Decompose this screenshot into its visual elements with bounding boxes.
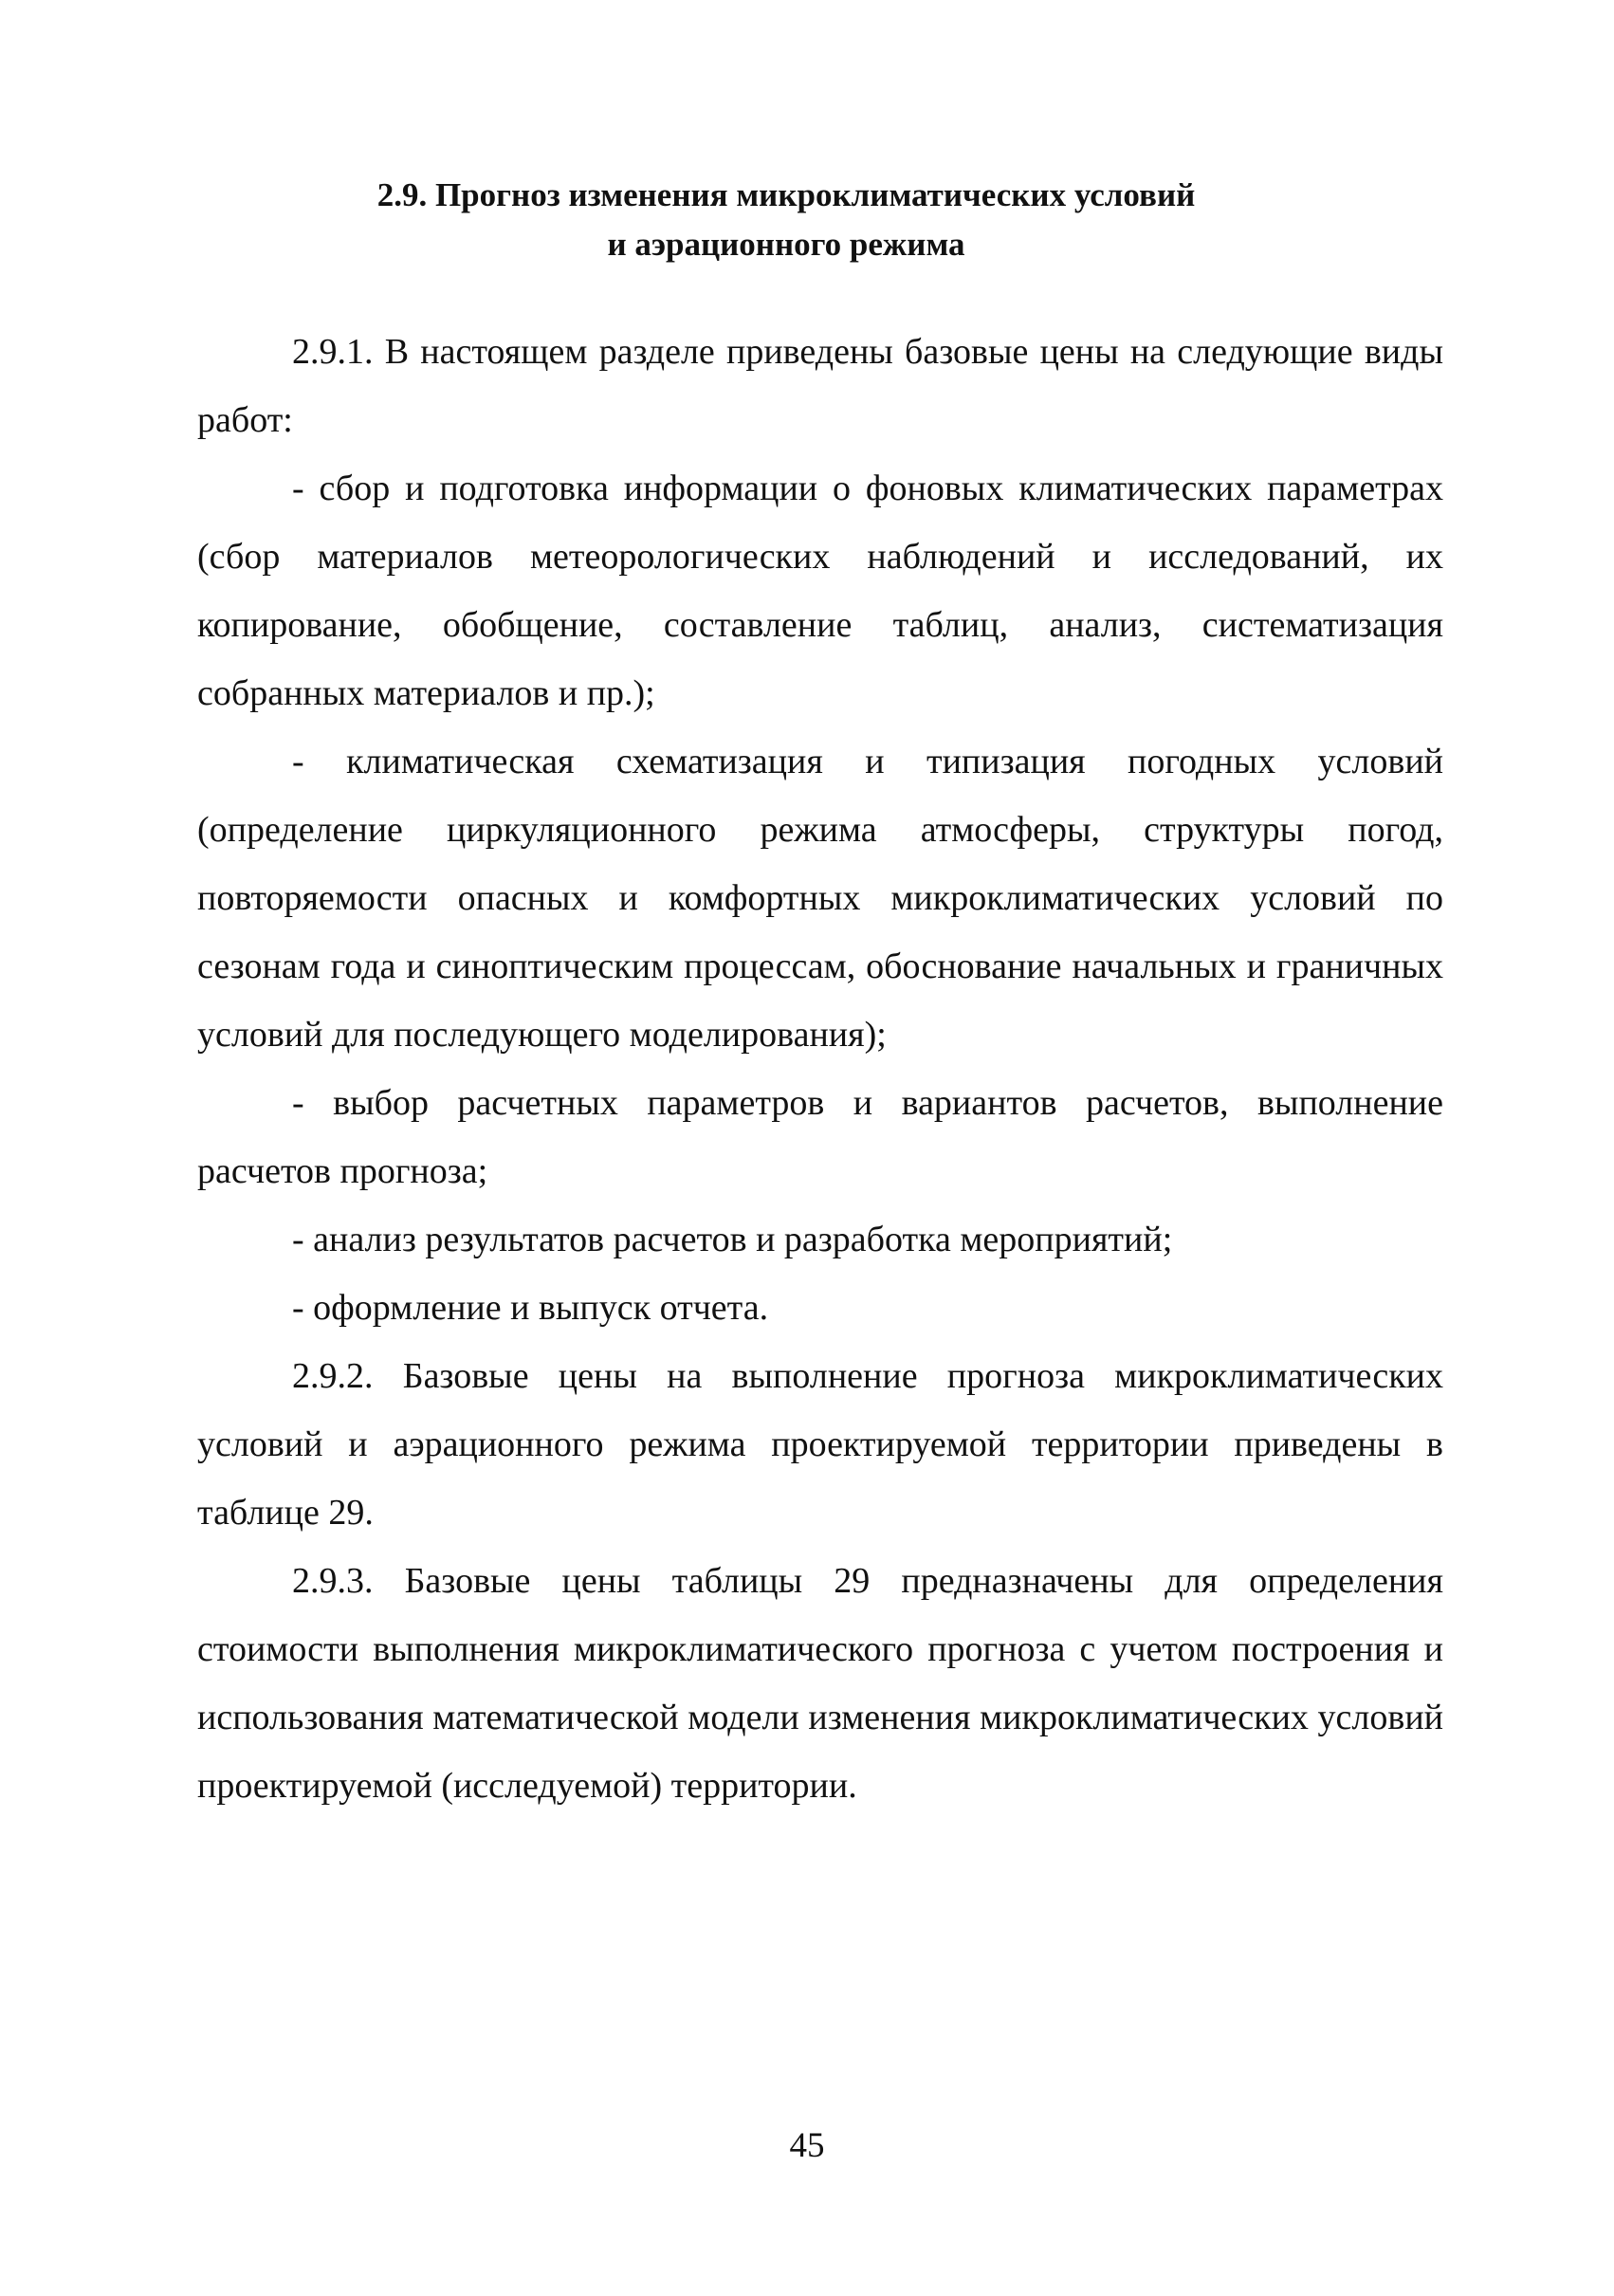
list-item-calculation-parameters: - выбор расчетных параметров и вариантов расчетов, выполнение расчетов прогноза; [197, 1083, 1443, 1191]
section-body [197, 318, 1443, 1820]
paragraph-2-9-3: 2.9.3. Базовые цены таблицы 29 предназначены для определения стоимости выполнения микроклиматического прогноза с учетом построения и использования математической модели изменения микроклиматических условий проектируемой (исследуемой) территории. [197, 1561, 1443, 1806]
paragraph-2-9-2: 2.9.2. Базовые цены на выполнение прогноза микроклиматических условий и аэрационного режима проектируемой территории приведены в таблице 29. [197, 1356, 1443, 1533]
section-heading [284, 171, 1288, 269]
section-heading-line-1: 2.9. Прогноз изменения микроклиматических условий [376, 176, 1196, 213]
list-item-report-release: - оформление и выпуск отчета. [292, 1288, 769, 1328]
page-number: 45 [789, 2126, 825, 2165]
paragraph-2-9-1: 2.9.1. В настоящем разделе приведены базовые цены на следующие виды работ: [197, 332, 1443, 440]
list-item-results-analysis: - анализ результатов расчетов и разработка мероприятий; [292, 1220, 1173, 1259]
list-item-data-collection: - сбор и подготовка информации о фоновых климатических параметрах (сбор материалов метеорологических наблюдений и исследований, их копирование, обобщение, составление таблиц, анализ, систематизация собранных материалов и пр.); [197, 468, 1443, 713]
list-item-climatic-schematization: - климатическая схематизация и типизация погодных условий (определение циркуляционного режима атмосферы, структуры погод, повторяемости опасных и комфортных микроклиматических условий по сезонам года и синоптическим процессам, обоснование начальных и граничных условий для последующего моделирования); [197, 742, 1443, 1055]
section-heading-line-2: и аэрационного режима [607, 226, 965, 263]
